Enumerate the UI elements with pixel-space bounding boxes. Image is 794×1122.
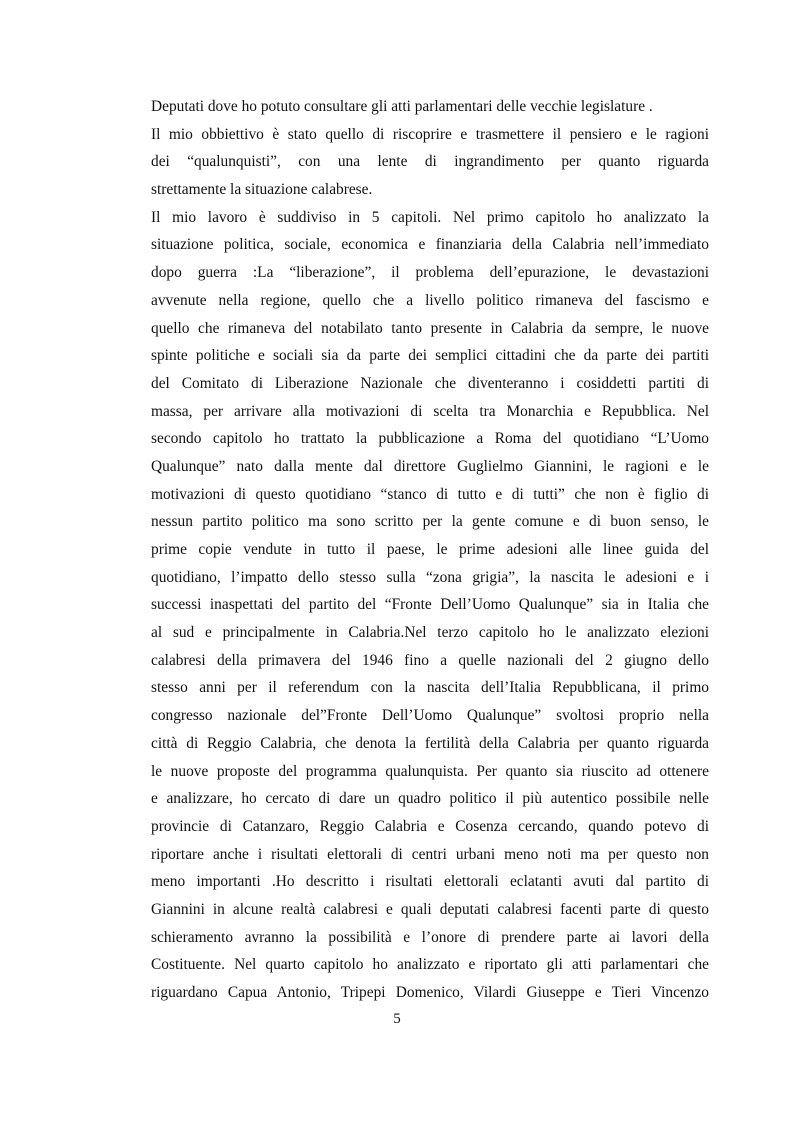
body-text-line: situazione politica, sociale, economica e finanziaria della Calabria nell’immediato <box>151 236 709 254</box>
body-text-line: Giannini in alcune realtà calabresi e quali deputati calabresi facenti parte di questo <box>151 900 709 918</box>
body-text-line: Il mio lavoro è suddiviso in 5 capitoli. Nel primo capitolo ho analizzato la <box>151 208 709 226</box>
body-text-line: quello che rimaneva del notabilato tanto presente in Calabria da sempre, le nuove <box>151 319 709 337</box>
body-text-line: riguardano Capua Antonio, Tripepi Domenico, Vilardi Giuseppe e Tieri Vincenzo <box>151 984 709 1001</box>
body-text-line: al sud e principalmente in Calabria.Nel terzo capitolo ho le analizzato elezioni <box>151 624 709 642</box>
body-text-line: e analizzare, ho cercato di dare un quadro politico il più autentico possibile nelle <box>151 790 709 808</box>
body-text-line: del Comitato di Liberazione Nazionale che diventeranno i cosiddetti partiti di <box>151 374 709 392</box>
body-text-line: Qualunque” nato dalla mente dal direttore Guglielmo Giannini, le ragioni e le <box>151 457 709 475</box>
body-text-line: successi inaspettati del partito del “Fronte Dell’Uomo Qualunque” sia in Italia che <box>151 596 709 614</box>
body-text-line: meno importanti .Ho descritto i risultati elettorali eclatanti avuti dal partito di <box>151 873 709 891</box>
body-text-line: prime copie vendute in tutto il paese, le prime adesioni alle linee guida del <box>151 541 709 558</box>
body-text-line: avvenute nella regione, quello che a livello politico rimaneva del fascismo e <box>151 291 709 309</box>
body-text-line: strettamente la situazione calabrese. <box>151 181 373 199</box>
body-text-line: stesso anni per il referendum con la nascita dell’Italia Repubblicana, il primo <box>151 679 709 697</box>
body-text-line: Costituente. Nel quarto capitolo ho analizzato e riportato gli atti parlamentari che <box>151 956 709 974</box>
body-text-line: nessun partito politico ma sono scritto per la gente comune e di buon senso, le <box>151 513 709 531</box>
body-text-line: provincie di Catanzaro, Reggio Calabria e Cosenza cercando, quando potevo di <box>151 817 709 835</box>
body-text-line: calabresi della primavera del 1946 fino a quelle nazionali del 2 giugno dello <box>151 651 709 669</box>
body-text-line: congresso nazionale del”Fronte Dell’Uomo Qualunque” svoltosi proprio nella <box>151 707 709 725</box>
body-text-line: motivazioni di questo quotidiano “stanco di tutto e di tutti” che non è figlio di <box>151 485 709 503</box>
body-text-line: secondo capitolo ho trattato la pubblicazione a Roma del quotidiano “L’Uomo <box>151 430 709 448</box>
body-text-line: Deputati dove ho potuto consultare gli atti parlamentari delle vecchie legislature . <box>151 98 653 115</box>
body-text-line: Il mio obbiettivo è stato quello di riscoprire e trasmettere il pensiero e le ragioni <box>151 125 709 143</box>
page-number: 5 <box>393 1011 401 1027</box>
body-text-line: riportare anche i risultati elettorali di centri urbani meno noti ma per questo non <box>151 845 709 863</box>
body-text-line: dei “qualunquisti”, con una lente di ingrandimento per quanto riguarda <box>151 153 709 171</box>
page-body <box>151 93 709 1007</box>
body-text-line: quotidiano, l’impatto dello stesso sulla “zona grigia”, la nascita le adesioni e i <box>151 568 709 586</box>
body-text-line: spinte politiche e sociali sia da parte dei semplici cittadini che da parte dei partiti <box>151 347 709 365</box>
body-text-line: schieramento avranno la possibilità e l’onore di prendere parte ai lavori della <box>151 928 709 946</box>
body-text-line: massa, per arrivare alla motivazioni di scelta tra Monarchia e Repubblica. Nel <box>151 402 709 420</box>
body-text-line: città di Reggio Calabria, che denota la fertilità della Calabria per quanto riguarda <box>151 734 709 752</box>
body-text-line: dopo guerra :La “liberazione”, il problema dell’epurazione, le devastazioni <box>151 264 709 282</box>
body-text-line: le nuove proposte del programma qualunquista. Per quanto sia riuscito ad ottenere <box>151 762 709 780</box>
